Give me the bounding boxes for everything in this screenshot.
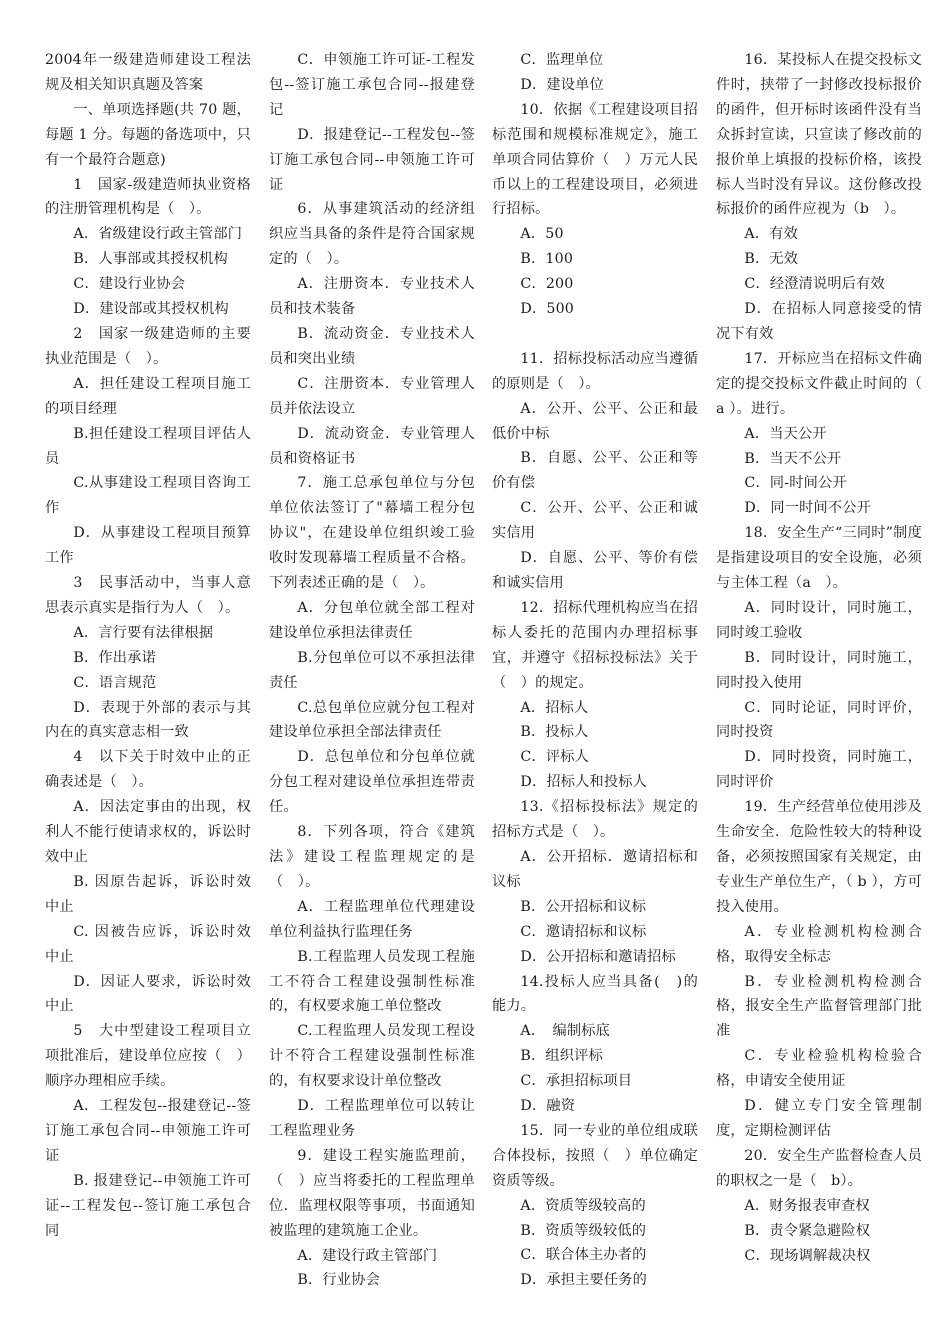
text-paragraph: 一、单项选择题(共 70 题，每题 1 分。每题的备选项中，只有一个最符合题意): [45, 101, 251, 168]
text-paragraph: B.担任建设工程项目评估人员: [45, 425, 251, 467]
text-paragraph: A．当天公开: [744, 425, 827, 442]
text-paragraph: B.分包单位可以不承担法律责任: [269, 649, 475, 691]
text-paragraph: A．分包单位就全部工程对建设单位承担法律责任: [269, 599, 475, 641]
text-paragraph: A．工程监理单位代理建设单位利益执行监理任务: [269, 898, 475, 940]
text-paragraph: C．邀请招标和议标: [520, 923, 647, 940]
text-paragraph: B. 报建登记--申领施工许可证--工程发包--签订施工承包合同: [45, 1172, 251, 1239]
text-paragraph: D．500: [520, 301, 575, 318]
text-paragraph: C.总包单位应就分包工程对建设单位承担全部法律责任: [269, 699, 475, 741]
text-paragraph: B．当天不公开: [744, 450, 842, 467]
text-paragraph: D．流动资金．专业管理人员和资格证书: [269, 425, 475, 467]
text-paragraph: 11．招标投标活动应当遵循的原则是（ ）。: [492, 350, 698, 392]
text-paragraph: D．同一时间不公开: [744, 500, 872, 517]
text-paragraph: 12．招标代理机构应当在招标人委托的范围内办理招标事宜，并遵守《招标投标法》关于（ ）的规定。: [492, 599, 698, 691]
text-paragraph: A．注册资本．专业技术人员和技术装备: [269, 276, 475, 318]
text-paragraph: D．在招标人同意接受的情况下有效: [716, 301, 922, 342]
text-paragraph: C．现场调解裁决权: [744, 1247, 871, 1264]
text-paragraph: A．担任建设工程项目施工的项目经理: [45, 375, 251, 417]
document-title: 2004年一级建造师建设工程法规及相关知识真题及答案: [45, 52, 251, 93]
text-paragraph: D．表现于外部的表示与其内在的真实意志相一致: [45, 699, 251, 741]
text-paragraph: D．建设单位: [520, 76, 604, 93]
text-paragraph: C．200: [520, 276, 574, 293]
text-paragraph: B．公开招标和议标: [520, 898, 647, 915]
text-paragraph: B．责令紧急避险权: [744, 1222, 871, 1239]
text-paragraph: A．建设行政主管部门: [297, 1247, 438, 1264]
text-paragraph: A．因法定事由的出现，权利人不能行使请求权的，诉讼时效中止: [45, 799, 251, 865]
text-paragraph: B．行业协会: [297, 1272, 380, 1289]
text-paragraph: B. 因原告起诉，诉讼时效中止: [45, 873, 251, 915]
text-paragraph: 1 国家-级建造师执业资格的注册管理机构是（ ）。: [45, 176, 251, 218]
text-paragraph: B．100: [520, 251, 574, 268]
text-paragraph: A．公开招标．邀请招标和议标: [492, 848, 698, 890]
text-paragraph: B．人事部或其授权机构: [73, 251, 228, 268]
text-paragraph: C．建设行业协会: [73, 276, 186, 293]
text-paragraph: 14.投标人应当具备( )的能力。: [492, 973, 698, 1015]
text-paragraph: 15．同一专业的单位组成联合体投标，按照（ ）单位确定资质等级。: [492, 1122, 698, 1189]
text-paragraph: C．语言规范: [73, 674, 157, 691]
text-paragraph: C.从事建设工程项目咨询工作: [45, 475, 251, 517]
text-column-2: [269, 48, 475, 1293]
text-paragraph: B．专业检测机构检测合格，报安全生产监督管理部门批准: [716, 973, 922, 1040]
text-paragraph: A．省级建设行政主管部门: [73, 226, 243, 243]
text-paragraph: C．监理单位: [520, 52, 604, 68]
text-paragraph: D．同时投资，同时施工，同时评价: [716, 749, 922, 791]
text-paragraph: 19．生产经营单位使用涉及生命安全．危险性较大的特种设备，必须按照国家有关规定，由专业生产单位生产，（ b ），方可投入使用。: [716, 799, 922, 915]
text-paragraph: A．工程发包--报建登记--签订施工承包合同--申领施工许可证: [45, 1098, 251, 1164]
text-paragraph: D．融资: [520, 1098, 576, 1115]
text-paragraph: D．因证人要求，诉讼时效中止: [45, 973, 251, 1015]
text-paragraph: 10．依据《工程建设项目招标范围和规模标准规定》，施工单项合同估算价（ ）万元人民币以上的工程建设项目，必须进行招标。: [492, 101, 698, 218]
text-paragraph: 4 以下关于时效中止的正确表述是（ ）。: [45, 749, 251, 791]
text-paragraph: A．言行要有法律根据: [73, 624, 214, 641]
blank-line: [492, 322, 698, 347]
text-paragraph: C．承担招标项目: [520, 1073, 633, 1090]
text-paragraph: 16．某投标人在提交投标文件时，挟带了一封修改投标报价的函件，但开标时该函件没有当众拆封宣读，只宣读了修改前的报价单上填报的投标价格，该投标人当时没有异议。这份修改投标报价的函件应视为（b ）。: [716, 52, 922, 218]
text-paragraph: C．专业检验机构检验合格，申请安全使用证: [716, 1048, 922, 1090]
text-paragraph: 13.《招标投标法》规定的招标方式是（ ）。: [492, 799, 698, 841]
text-paragraph: B．组织评标: [520, 1048, 603, 1065]
text-paragraph: B．同时设计，同时施工，同时投入使用: [716, 649, 922, 691]
text-paragraph: C．联合体主办者的: [520, 1247, 647, 1264]
text-paragraph: C．申领施工许可证-工程发包--签订施工承包合同--报建登记: [269, 52, 475, 118]
text-paragraph: D．报建登记--工程发包--签订施工承包合同--申领施工许可证: [269, 126, 475, 193]
text-paragraph: D．总包单位和分包单位就分包工程对建设单位承担连带责任。: [269, 749, 475, 816]
text-paragraph: D．从事建设工程项目预算工作: [45, 525, 251, 567]
text-paragraph: A． 编制标底: [520, 1023, 611, 1040]
text-paragraph: A．资质等级较高的: [520, 1197, 646, 1214]
text-paragraph: A．同时设计，同时施工，同时竣工验收: [716, 599, 922, 641]
text-paragraph: C．同-时间公开: [744, 475, 847, 492]
text-paragraph: C．经澄清说明后有效: [744, 276, 885, 293]
text-paragraph: 9．建设工程实施监理前，（ ）应当将委托的工程监理单位．监理权限等事项，书面通知被监理的建筑施工企业。: [269, 1147, 475, 1239]
text-paragraph: 20．安全生产监督检查人员的职权之一是（ b）。: [716, 1147, 922, 1189]
text-paragraph: D．公开招标和邀请招标: [520, 948, 676, 965]
text-paragraph: C.工程监理人员发现工程设计不符合工程建设强制性标准的，有权要求设计单位整改: [269, 1023, 475, 1090]
text-paragraph: B．投标人: [520, 724, 589, 741]
text-paragraph: D．招标人和投标人: [520, 774, 648, 791]
text-paragraph: 5 大中型建设工程项目立项批准后，建设单位应按（ ）顺序办理相应手续。: [45, 1023, 251, 1090]
text-paragraph: A．公开、公平、公正和最低价中标: [492, 400, 698, 442]
text-paragraph: 3 民事活动中，当事人意思表示真实是指行为人（ ）。: [45, 575, 251, 616]
text-paragraph: 8．下列各项，符合《建筑法》建设工程监理规定的是（ ）。: [269, 824, 475, 890]
text-paragraph: C．注册资本．专业管理人员并依法设立: [269, 375, 475, 417]
text-paragraph: B．资质等级较低的: [520, 1222, 647, 1239]
text-paragraph: D．建设部或其授权机构: [73, 301, 229, 318]
text-paragraph: 18．安全生产“三同时”制度是指建设项目的安全设施，必须与主体工程（a ）。: [716, 525, 922, 592]
text-paragraph: A．有效: [744, 226, 798, 243]
text-paragraph: B．作出承诺: [73, 649, 156, 666]
text-paragraph: A．财务报表审查权: [744, 1197, 870, 1214]
text-paragraph: D．承担主要任务的: [520, 1272, 648, 1289]
text-paragraph: B.工程监理人员发现工程施工不符合工程建设强制性标准的，有权要求施工单位整改: [269, 948, 475, 1015]
text-paragraph: C．同时论证，同时评价，同时投资: [716, 699, 922, 741]
text-paragraph: A．招标人: [520, 699, 589, 716]
text-paragraph: C．评标人: [520, 749, 589, 766]
text-paragraph: C. 因被告应诉，诉讼时效中止: [45, 923, 251, 965]
text-paragraph: B．流动资金．专业技术人员和突出业绩: [269, 325, 475, 367]
text-paragraph: 6．从事建筑活动的经济组织应当具备的条件是符合国家规定的（ ）。: [269, 201, 475, 268]
text-column-4: [716, 48, 922, 1268]
text-paragraph: B．自愿、公平、公正和等价有偿: [492, 450, 698, 492]
text-paragraph: C．公开、公平、公正和诚实信用: [492, 500, 698, 542]
text-paragraph: D．工程监理单位可以转让工程监理业务: [269, 1098, 475, 1139]
text-paragraph: A．专业检测机构检测合格，取得安全标志: [716, 923, 922, 965]
text-paragraph: 7．施工总承包单位与分包单位依法签订了"幕墙工程分包协议"，在建设单位组织竣工验收时发现幕墙工程质量不合格。下列表述正确的是（ ）。: [269, 475, 475, 592]
text-paragraph: 17．开标应当在招标文件确定的提交投标文件截止时间的（ a ）。进行。: [716, 350, 922, 417]
text-paragraph: D．自愿、公平、等价有偿和诚实信用: [492, 550, 698, 592]
text-column-1: [45, 48, 251, 1244]
text-paragraph: 2 国家一级建造师的主要执业范围是（ ）。: [45, 325, 251, 367]
text-column-3: [492, 48, 698, 1293]
text-paragraph: B．无效: [744, 251, 799, 268]
text-paragraph: D．健立专门安全管理制度，定期检测评估: [716, 1098, 922, 1139]
text-paragraph: A．50: [520, 226, 564, 243]
